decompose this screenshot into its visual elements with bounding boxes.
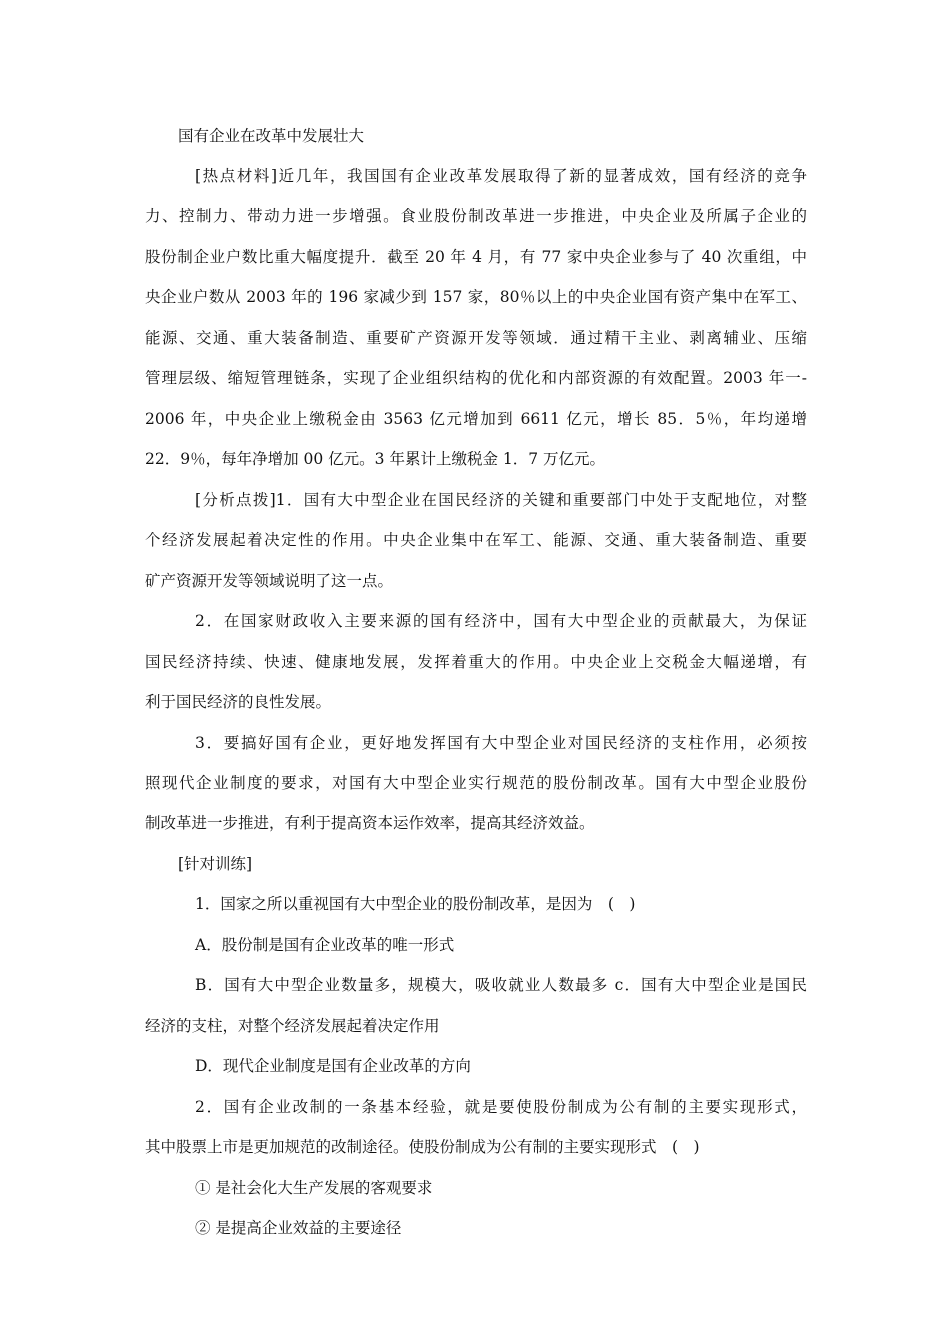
hot-material-line: 力、控制力、带动力进一步增强。食业股份制改革进一步推进，中央企业及所属子企业的 (145, 207, 807, 225)
analysis-line: 照现代企业制度的要求，对国有大中型企业实行规范的股份制改革。国有大中型企业股份 (145, 774, 807, 792)
hot-material-line: 2006 年，中央企业上缴税金由 3563 亿元增加到 6611 亿元，增长 85．5％，年均递增 (145, 410, 807, 428)
analysis-line: 矿产资源开发等领域说明了这一点。 (145, 572, 394, 590)
analysis-line: 2．在国家财政收入主要来源的国有经济中，国有大中型企业的贡献最大，为保证 (195, 612, 807, 630)
analysis-line: [分析点拨]1．国有大中型企业在国民经济的关键和重要部门中处于支配地位，对整 (195, 491, 807, 509)
hot-material-line: 能源、交通、重大装备制造、重要矿产资源开发等领域．通过精干主业、剥离辅业、压缩 (145, 329, 807, 347)
analysis-line: 利于国民经济的良性发展。 (145, 693, 332, 711)
hot-material-line: 央企业户数从 2003 年的 196 家减少到 157 家，80％以上的中央企业国有资产集中在军工、 (145, 288, 807, 306)
hot-material-line: 22．9％，每年净增加 00 亿元。3 年累计上缴税金 1．7 万亿元。 (145, 450, 606, 468)
analysis-line: 个经济发展起着决定性的作用。中央企业集中在军工、能源、交通、重大装备制造、重要 (145, 531, 807, 549)
analysis-line: 3．要搞好国有企业，更好地发挥国有大中型企业对国民经济的支柱作用，必须按 (195, 734, 807, 752)
question-2-continued: 其中股票上市是更加规范的改制途径。使股份制成为公有制的主要实现形式 ( ) (145, 1138, 700, 1156)
option-d: D．现代企业制度是国有企业改革的方向 (195, 1057, 471, 1075)
option-b: B．国有大中型企业数量多，规模大，吸收就业人数最多 c．国有大中型企业是国民 (195, 976, 807, 994)
question-2: 2．国有企业改制的一条基本经验，就是要使股份制成为公有制的主要实现形式， (195, 1098, 807, 1116)
section-title: 国有企业在改革中发展壮大 (178, 127, 365, 145)
option-a: A．股份制是国有企业改革的唯一形式 (195, 936, 455, 954)
hot-material-line: [热点材料]近几年，我国国有企业改革发展取得了新的显著成效，国有经济的竞争 (195, 167, 807, 185)
analysis-line: 国民经济持续、快速、健康地发展，发挥着重大的作用。中央企业上交税金大幅递增，有 (145, 653, 807, 671)
statement-2: ② 是提高企业效益的主要途径 (195, 1219, 402, 1237)
statement-1: ① 是社会化大生产发展的客观要求 (195, 1179, 433, 1197)
hot-material-line: 管理层级、缩短管理链条，实现了企业组织结构的优化和内部资源的有效配置。2003 年一- (145, 369, 807, 387)
training-heading: [针对训练] (178, 855, 253, 873)
question-1: 1．国家之所以重视国有大中型企业的股份制改革，是因为 ( ) (195, 895, 636, 913)
hot-material-line: 股份制企业户数比重大幅度提升．截至 20 年 4 月，有 77 家中央企业参与了 40 次重组，中 (145, 248, 807, 266)
analysis-line: 制改革进一步推进，有利于提高资本运作效率，提高其经济效益。 (145, 814, 595, 832)
option-c-continued: 经济的支柱，对整个经济发展起着决定作用 (145, 1017, 440, 1035)
